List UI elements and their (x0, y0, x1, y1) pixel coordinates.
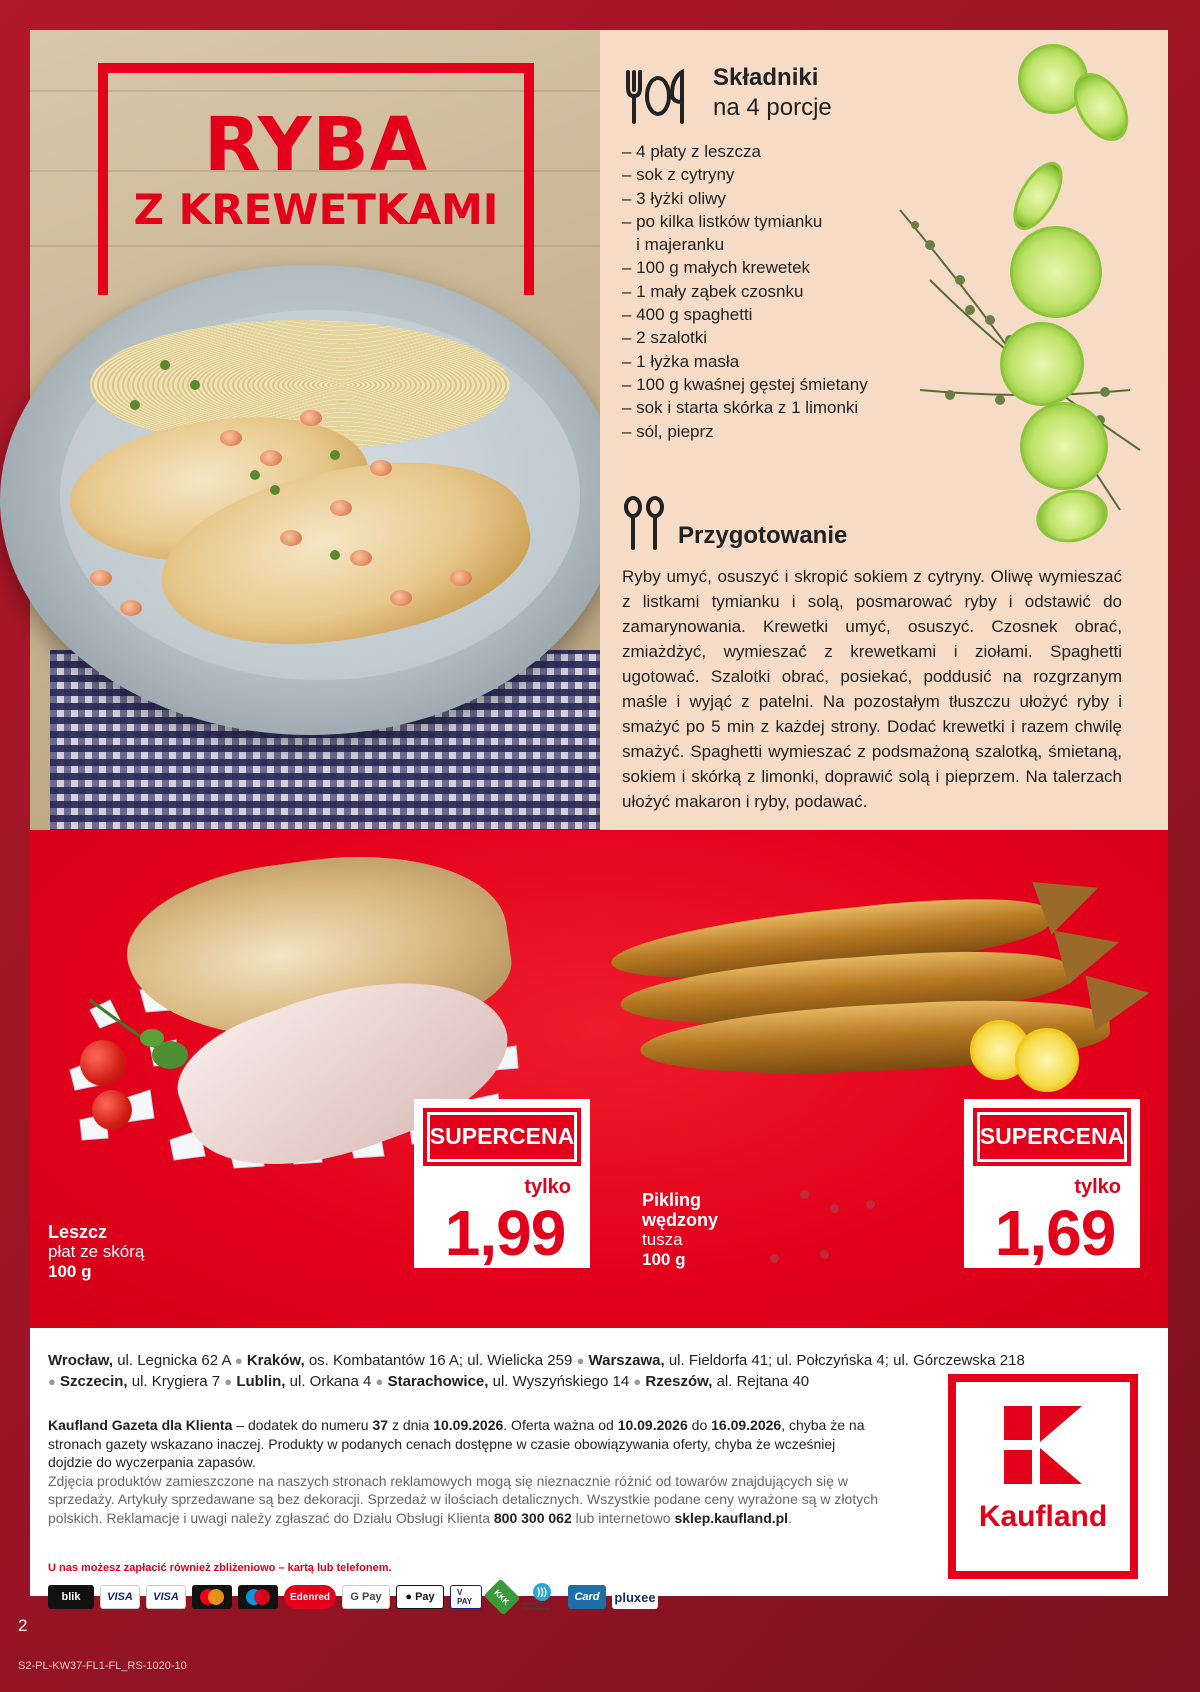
contactless-payment-logo: ))) PŁATNOŚCI ZBLIŻENIOWE (522, 1582, 562, 1612)
print-code: S2-PL-KW37-FL1-FL_RS-1020-10 (18, 1660, 187, 1672)
page-number: 2 (18, 1616, 28, 1635)
cutlery-icon (622, 68, 694, 124)
product-label-bream (48, 1222, 144, 1282)
ingredient-item: – po kilka listków tymianku (622, 211, 823, 231)
product-label-herring (642, 1190, 718, 1270)
ingredients-servings: na 4 porcje (713, 94, 832, 121)
ingredient-item: – 400 g spaghetti (622, 305, 753, 325)
product-description: tusza (642, 1230, 683, 1249)
ingredient-item: – sól, pieprz (622, 421, 714, 441)
customer-service-phone: 800 300 062 (493, 1509, 572, 1526)
kaufland-k-icon (1004, 1406, 1082, 1484)
contactless-icon: ))) (533, 1583, 551, 1601)
vpay-logo: V PAY (450, 1585, 482, 1609)
kkk-logo: KKK (484, 1579, 521, 1616)
preparation-title: Przygotowanie (678, 522, 848, 549)
ingredient-item: – 1 łyżka masła (622, 351, 740, 371)
ingredient-item: – 4 płaty z leszcza (622, 142, 761, 161)
mastercard-logo (192, 1585, 232, 1609)
supercena-badge: SUPERCENA (423, 1108, 581, 1166)
legal-info: Kaufland Gazeta dla Klienta – dodatek do numeru 37 z dnia 10.09.2026. Oferta ważna od 10.09.2026 do 16.09.2026, chyba że na stronach gazety wskazano inaczej. Produkty w podanych cenach dostępne w czasie obowiązywania oferty, chyba że wcześniej dojdzie do wyczerpania zapasów. Zdjęcia produktów zamieszczone na naszych stronach reklamowych mogą się nieznacznie różnić od towarów znajdujących się w sprzedaży. Artykuły sprzedawane są bez dekoracji. Sprzedaż w ilościach detalicznych. Wszystkie podane ceny wyrażone są w złotych polskich. Reklamacje i uwagi należy zgłaszać do Działu Obsługi Klienta 800 300 062 lub internetowo sklep.kaufland.pl. (48, 1417, 879, 1526)
apple-icon: ● (405, 1591, 412, 1603)
cherry-tomato (92, 1090, 132, 1130)
product-name: Pikling (642, 1190, 702, 1210)
visa-logo: VISA (146, 1585, 186, 1609)
recipe-subtitle: Z KREWETKAMI (133, 185, 499, 234)
leaflet-page (30, 30, 1168, 1611)
lime-slice (1010, 226, 1102, 318)
kaufland-card-logo: Card (568, 1585, 606, 1609)
recipe-panel (600, 30, 1168, 830)
recipe-photo (30, 30, 600, 830)
logo-wordmark: Kaufland (978, 1500, 1108, 1533)
price-tag-bream (414, 1099, 590, 1268)
product-description: płat ze skórą (48, 1242, 145, 1261)
price-tag-herring (964, 1099, 1140, 1268)
ingredients-list (622, 140, 868, 443)
ingredient-item: – sok z cytryny (622, 165, 735, 185)
maestro-logo (238, 1585, 278, 1609)
offers-section (30, 830, 1168, 1328)
ingredients-title: Składniki (713, 64, 819, 91)
contactless-payment-note: U nas możesz zapłacić również zbliżeniowo – kartą lub telefonem. (48, 1562, 392, 1574)
price-prefix: tylko (524, 1176, 571, 1198)
visa-logo: VISA (100, 1585, 140, 1609)
parsley-leaf (90, 1000, 190, 1080)
product-unit: 100 g (642, 1250, 686, 1269)
ingredient-item: – sok i starta skórka z 1 limonki (622, 398, 859, 418)
shop-link[interactable]: sklep.kaufland.pl (674, 1509, 789, 1526)
ingredient-item: – 2 szalotki (622, 328, 708, 348)
product-name: wędzony (642, 1210, 719, 1230)
google-pay-logo: G Pay (342, 1585, 390, 1609)
ingredient-item: – 100 g kwaśnej gęstej śmietany (622, 374, 868, 394)
blik-logo: blik (48, 1585, 94, 1609)
product-name: Leszcz (48, 1222, 108, 1242)
preparation-text: Ryby umyć, osuszyć i skropić sokiem z cytryny. Oliwę wymieszać z listkami tymianku i solą, posmarować ryby i odstawić do zamarynowania. Krewetki umyć, osuszyć. Czosnek obrać, zmiażdżyć, wymieszać z krewetkami i ziołami. Spaghetti ugotować. Szalotki obrać, posiekać, poddusić na rozgrzanym maśle i wyjąć z patelni. Na pozostałym tłuszczu ułożyć ryby i smażyć po 5 min z każdej strony. Dodać krewetki i razem chwilę smażyć. Spaghetti wymieszać z podsmażoną szalotką, śmietaną, sokiem i skórką z limonki, doprawić solą i pieprzem. Na talerzach ułożyć makaron i ryby, podawać. (622, 567, 1122, 811)
lime-slice (1000, 322, 1084, 406)
spoons-icon (622, 495, 666, 551)
recipe-title: RYBA (203, 102, 429, 188)
supercena-badge: SUPERCENA (973, 1108, 1131, 1166)
price-prefix: tylko (1074, 1176, 1121, 1198)
lime-slice (1020, 402, 1108, 490)
footer (30, 1328, 1168, 1611)
store-addresses: Wrocław, ul. Legnicka 62 A ● Kraków, os. Kombatantów 16 A; ul. Wielicka 259 ● Warszawa, ul. Fieldorfa 41; ul. Połczyńska 4; ul. Górczewska 218 ● Szczecin, ul. Krygiera 7 ● Lublin, ul. Orkana 4 ● Starachowice, ul. Wyszyńskiego 14 ● Rzeszów, al. Rejtana 40 (48, 1352, 1025, 1390)
ingredient-item: – 1 mały ząbek czosnku (622, 281, 804, 301)
edenred-logo: Edenred (284, 1585, 336, 1609)
product-unit: 100 g (48, 1262, 92, 1281)
lemon-slice (1015, 1028, 1079, 1092)
ingredient-item: – 100 g małych krewetek (622, 258, 811, 278)
price-value: 1,99 (444, 1197, 566, 1269)
pluxee-logo: pluxee (612, 1585, 658, 1609)
price-value: 1,69 (994, 1197, 1116, 1269)
kaufland-logo (948, 1374, 1138, 1579)
payment-methods (48, 1582, 658, 1612)
ingredient-item: i majeranku (622, 235, 725, 255)
ingredient-item: – 3 łyżki oliwy (622, 188, 726, 208)
apple-pay-logo: ● Pay (396, 1585, 444, 1609)
